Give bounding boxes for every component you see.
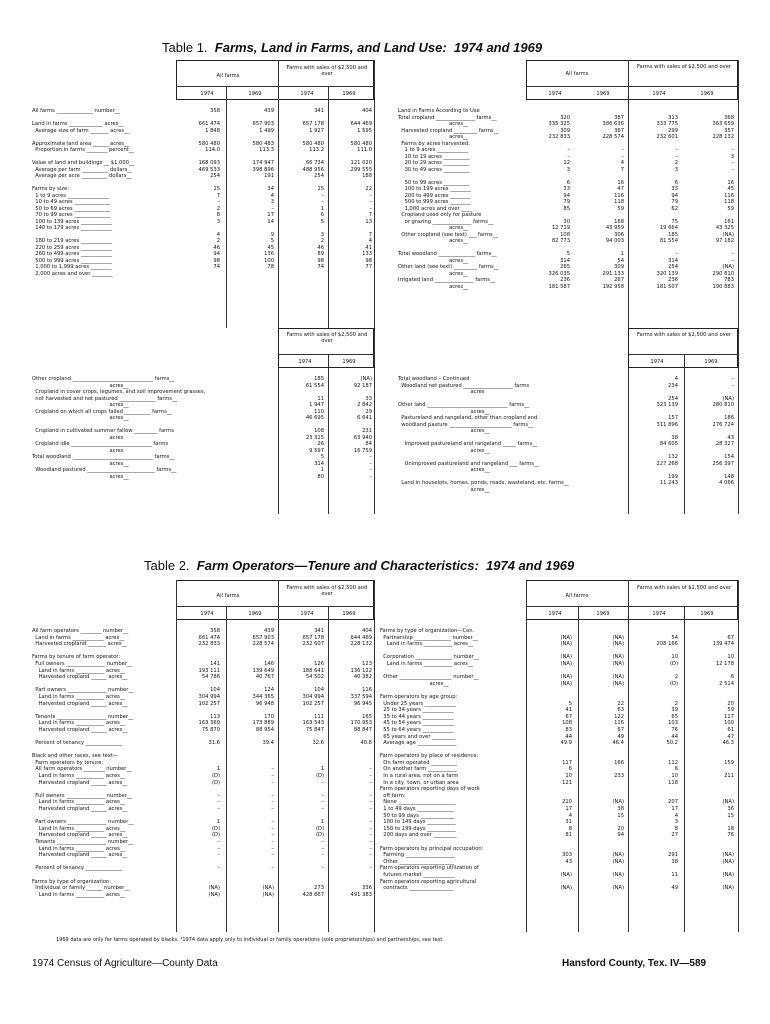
year-1974: 1974 <box>652 91 666 97</box>
year-1974: 1974 <box>650 359 664 365</box>
table1-col5: 320 335 325 309 232 833 – – 12 3 6 33 94 79 85 30 12 719 108 82 773 5 314 265 326 035 236 181 587 <box>548 114 570 290</box>
table2-col8: 67 139 474 10 12 178 6 2 514 20 59 117 100 61 47 46.3 159 211 (NA) 36 15 18 76 (NA) (NA) (NA) (NA) <box>712 634 734 892</box>
head-sales: Farms with sales of $2,500 and over <box>286 332 368 344</box>
year-1969: 1969 <box>596 611 610 617</box>
head-sales: Farms with sales of $2,500 and over <box>286 585 368 597</box>
table2-right-labels: Farms by type of organization—Con. Partnership ______________ number__ Land in farms ___________ acres__ Corporation ______________ number__ Land in farms ___________ acres__ Other ____________________ number__ acres__ Farm operators by age group: Under 25 years ____________ 25 to 34 years ____________ 35 to 44 years ____________ 45 to 54 years ____________ 55 to 64 years ____________ 65 years and over _________ Average age _______________ Farm operators by place of residence: On farm operated __________ On another farm ___________ In a rural area, not on a farm In a city, town, or urban area Farm operators reporting days of work off farm: None ______________________ 1 to 49 days ______________ 50 to 99 days _____________ 100 to 149 days ___________ 150 to 199 days ___________ 200 days and over _________ Farm operators by principal occupation: Farming ___________________ Other _____________________ Farm operators reporting utilization of futures market ____________ Farm operators reporting agricultural contracts _________________ <box>380 628 484 892</box>
table1-lower-right-labels: Total woodland – Continued Woodland not pastured ___________________ farms acres Other land _______________________________ farms__ acres__ Pastureland and rangeland, other than cropland and woodland pasture ________________________ farms__ acres__ Improved pastureland and rangeland _____ farms__ acres__ Unimproved pastureland and rangeland ___ farms__ acres__ Land in houselots, homes, ponds, roads, wasteland, etc. farms__ acres__ <box>398 376 569 493</box>
table2-col1: 358 661 474 232 833 141 193 111 54 786 104 304 994 102 257 113 163 369 75 870 31.6 1 (D) (D) – – – 1 (D) (D) – – – – (NA) (NA) <box>198 628 220 898</box>
year-1969: 1969 <box>704 359 718 365</box>
table2-title <box>144 558 574 573</box>
year-1974: 1974 <box>300 91 314 97</box>
table1-col7: 313 333 775 299 232 601 – – 2 3 6 33 94 79 62 75 19 664 185 81 554 – 314 254 320 139 236 181 507 <box>656 114 678 290</box>
table1-left-header <box>176 60 374 100</box>
table1-right-header <box>526 60 738 100</box>
table1-lower-col2: (NA) 92 187 33 2 842 29 6 641 231 63 940 84 16 759 – – – – <box>353 376 372 480</box>
table2-title-years: 1974 and 1969 <box>486 558 575 573</box>
year-1969: 1969 <box>342 359 356 365</box>
table1-lower-left-labels: Other cropland _______________________________ farms__ acres__ Cropland in cover crops, legumes, and soil improvement grasses, not harvested and not pastured ______________ farms__ acres__ Cropland on which all crops failed __________ farms__ acres__ Cropland in cultivated summer fallow _________ farms acres Cropland idle _______________________________ farms acres Total woodland _______________________________ farms__ acres__ Woodland pastured __________________________ farms__ acres__ <box>32 376 206 480</box>
year-1969: 1969 <box>342 91 356 97</box>
table1-col6: 387 386 636 367 228 574 – – 4 7 16 47 116 118 59 168 43 959 306 94 003 1 54 309 291 133 267 192 958 <box>602 114 624 290</box>
table1-land-use-labels: Land in Farms According to Use Total cropland _______________ farms__ acres__ Harvested cropland _________ farms__ acres__ Farms by acres harvested: 1 to 9 acres ____________ 10 to 19 acres __________ 20 to 29 acres __________ 30 to 49 acres __________ 50 to 99 acres __________ 100 to 199 acres ________ 200 to 499 acres ________ 500 to 999 acres ________ 1,000 acres and over ____ Cropland used only for pasture or grazing _______________ farms__ acres__ Other cropland (see text) ___ farms__ acres__ Total woodland ______________ farms__ acres__ Other land (see text) _________ farms__ acres__ Irrigated land _______________ farms__ acres__ <box>398 108 499 290</box>
table2-col5: (NA) (NA) (NA) (NA) (NA) (NA) 5 41 67 108 83 44 49.9 117 6 10 121 210 17 4 31 8 81 303 43 (NA) (NA) <box>560 634 572 892</box>
table1-lower-left-header <box>278 328 374 368</box>
table1-lower-col1: 185 61 554 11 1 947 110 46 695 108 23 315 26 9 597 5 314 1 80 <box>305 376 324 480</box>
table1-col-1974-all: 358 661 474 1 848 580 480 114.0 168 093 469 533 254 15 7 – 2 8 3 4 2 46 94 98 74 <box>198 108 220 270</box>
table1-col-1969-sales: 404 644 469 1 595 580 480 111.0 121 020 299 555 188 22 – – – 7 13 7 4 41 133 98 77 <box>350 108 372 270</box>
head-all-farms: All farms <box>565 71 589 77</box>
head-sales: Farms with sales of $2,500 and over <box>286 65 368 77</box>
year-1974: 1974 <box>548 611 562 617</box>
table1-title-main: Farms, Land in Farms, and Land Use: <box>214 40 447 55</box>
head-sales: Farms with sales of $2,500 and over <box>636 64 732 70</box>
year-1974: 1974 <box>548 91 562 97</box>
year-1974: 1974 <box>300 611 314 617</box>
table2-footnote: 1969 data are only for farms operated by blacks. ²1974 data apply only to individual or family operations (sole proprietorships) and partnerships, see text. <box>56 937 444 943</box>
table1-col-1969-all: 439 657 903 1 499 580 483 113.3 174 947 398 896 191 34 4 3 – 17 14 9 5 45 136 100 78 <box>252 108 274 270</box>
table1-lower-col3: 4 234 254 323 139 157 311 896 38 84 605 132 227 268 199 11 243 <box>656 376 678 486</box>
head-sales: Farms with sales of $2,500 and over <box>636 585 732 591</box>
table2-left-labels: All farm operators ________ number__ Land in farms ____________ acres__ Harvested cropland _______ acres__ Farms by tenure of farm operator: Full owners _______________ number__ Land in farms ___________ acres__ Harvested cropland ______ acres__ Part owners _______________ number__ Land in farms ___________ acres__ Harvested cropland ______ acres__ Tenants ___________________ number__ Land in farms ___________ acres__ Harvested cropland ______ acres__ Percent of tenancy ______________ Black and other races, see text— Farm operators by tenure: All farm operators ________ number__ Land in farms ___________ acres__ Harvested cropland ______ acres__ Full owners _______________ number__ Land in farms ___________ acres__ Harvested cropland ______ acres__ Part owners _______________ number__ Land in farms ___________ acres__ Harvested cropland ______ acres__ Tenants ___________________ number__ Land in farms ___________ acres__ Harvested cropland ______ acres__ Percent of tenancy ______________ Farms by type of organization: Individual or family ______ number__ Land in farms ___________ acres__ <box>32 628 134 898</box>
year-1974: 1974 <box>200 611 214 617</box>
year-1969: 1969 <box>248 611 262 617</box>
footer-publication: 1974 Census of Agriculture—County Data <box>32 958 218 969</box>
year-1969: 1969 <box>248 91 262 97</box>
table2-number: Table 2. <box>144 558 190 573</box>
table2-col2: 439 657 903 228 574 146 139 649 40 767 124 344 365 96 948 170 173 889 88 954 39.4 – – – – – – – – – – – – – (NA) (NA) <box>252 628 274 898</box>
table1-left-labels: All farms ______________ number__ Land in farms _____________ acres__ Average size of farm _______ acres__ Approximate land area ______ acres__ Proportion in farms ________ percent__ Value of land and buildings __ $1,000__ Average per farm __________ dollars__ Average per acre __________ dollars__ Farms by size: 1 to 9 acres ________________ 10 to 49 acres ______________ 50 to 69 acres ______________ 70 to 99 acres ______________ 100 to 139 acres ____________ 140 to 179 acres ____________ 180 to 219 acres ____________ 220 to 259 acres ____________ 260 to 499 acres ____________ 500 to 999 acres ____________ 1,000 to 1,999 acres ________ 2,000 acres and over ________ <box>32 108 135 277</box>
table1-lower-right-header <box>628 328 738 368</box>
footer-county-page: Hansford County, Tex. IV—589 <box>562 958 707 969</box>
year-1974: 1974 <box>652 611 666 617</box>
year-1969: 1969 <box>700 91 714 97</box>
year-1969: 1969 <box>596 91 610 97</box>
table1-number: Table 1. <box>162 40 208 55</box>
head-all-farms: All farms <box>565 593 589 599</box>
year-1974: 1974 <box>200 91 214 97</box>
head-sales: Farms with sales of $2,500 and over <box>636 332 732 338</box>
table1-title-years: 1974 and 1969 <box>453 40 543 55</box>
head-all-farms: All farms <box>216 73 240 79</box>
table2-col3: 341 657 178 232 607 126 188 641 54 502 104 304 994 102 257 111 163 543 75 847 32.6 1 (D) – – – – 1 (D) (D) – – – – 273 428 867 <box>302 628 324 898</box>
table2-left-header <box>176 580 374 620</box>
head-all-farms: All farms <box>216 593 240 599</box>
table2-title-main: Farm Operators—Tenure and Characteristics: <box>196 558 479 573</box>
table2-col6: (NA) (NA) (NA) (NA) (NA) (NA) 22 63 122 116 67 49 46.4 166 233 (NA) 38 15 20 94 (NA) (NA) (NA) (NA) <box>612 634 624 892</box>
year-1969: 1969 <box>342 611 356 617</box>
table1-col8: 368 363 659 357 228 132 – 3 – – 16 45 116 118 59 161 43 325 (NA) 97 182 – – (NA) 290 810 783 190 883 <box>712 114 734 290</box>
table2-col4: 404 644 469 228 132 123 136 122 40 382 116 337 594 96 945 165 170 953 88 847 40.8 – – – – – – – – – – – – – 336 491 383 <box>350 628 372 898</box>
table1-title <box>162 40 542 55</box>
year-1969: 1969 <box>700 611 714 617</box>
year-1974: 1974 <box>298 359 312 365</box>
table1-col-1974-sales: 341 657 178 1 927 580 480 113.2 66 734 488 956 254 15 – – 1 6 5 3 2 46 89 98 74 <box>302 108 324 270</box>
table2-col7: 54 208 166 10 (D) 2 (D) 2 39 65 103 76 44 50.2 112 6 10 118 207 17 4 3 8 27 291 38 11 49 <box>656 634 678 892</box>
table2-right-header <box>526 580 738 620</box>
table1-lower-col4: – – (NA) 280 810 186 276 724 43 28 327 154 256 397 148 4 066 <box>712 376 734 486</box>
